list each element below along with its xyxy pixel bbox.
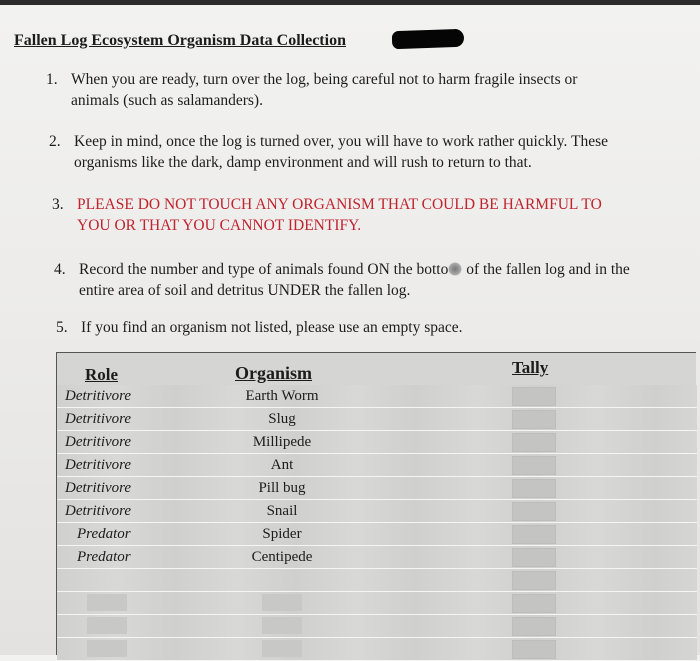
- page-title: Fallen Log Ecosystem Organism Data Collection: [14, 32, 346, 49]
- organism-cell: Slug: [268, 411, 296, 427]
- table-row: [57, 408, 697, 431]
- organism-cell: Earth Worm: [245, 388, 319, 404]
- blank-cell[interactable]: [262, 640, 302, 657]
- blank-cell[interactable]: [87, 640, 127, 657]
- instruction-number: 3.: [52, 196, 64, 213]
- role-cell: Detritivore: [65, 411, 132, 427]
- empty-row: [57, 638, 697, 661]
- tally-cell[interactable]: [512, 617, 556, 636]
- role-header: Role: [85, 365, 119, 384]
- blank-cell[interactable]: [262, 617, 302, 634]
- table-row: [57, 431, 697, 454]
- role-cell: Predator: [77, 526, 131, 542]
- table-row: [57, 546, 697, 569]
- tally-cell[interactable]: [512, 479, 556, 498]
- empty-row: [57, 615, 697, 638]
- table-row: [57, 385, 697, 408]
- instruction-line: animals (such as salamanders).: [71, 92, 263, 109]
- organism-cell: Snail: [266, 503, 298, 519]
- blank-cell[interactable]: [87, 594, 127, 611]
- instruction-number: 5.: [56, 319, 68, 336]
- table-row: [57, 500, 697, 523]
- role-cell: Detritivore: [65, 457, 132, 473]
- tally-cell[interactable]: [512, 594, 556, 613]
- instruction-line: PLEASE DO NOT TOUCH ANY ORGANISM THAT COULD BE HARMFUL TO: [77, 196, 602, 213]
- top-border: [0, 0, 700, 5]
- instruction-line: YOU OR THAT YOU CANNOT IDENTIFY.: [77, 217, 362, 234]
- organism-cell: Pill bug: [258, 480, 306, 496]
- instruction-line: entire area of soil and detritus UNDER the fallen log.: [79, 282, 411, 299]
- table-row: [57, 477, 697, 500]
- smudge-mark: [448, 262, 462, 276]
- instruction-line: When you are ready, turn over the log, being careful not to harm fragile insects or: [71, 71, 578, 88]
- role-cell: Detritivore: [65, 434, 132, 450]
- organism-cell: Centipede: [251, 549, 313, 565]
- redaction-mark: [392, 29, 465, 50]
- tally-header: Tally: [512, 358, 549, 377]
- role-cell: Detritivore: [65, 388, 132, 404]
- table-row: [57, 454, 697, 477]
- organism-cell: Ant: [270, 457, 294, 473]
- tally-cell[interactable]: [512, 548, 556, 567]
- tally-cell[interactable]: [512, 456, 556, 475]
- role-cell: Predator: [77, 549, 131, 565]
- blank-cell[interactable]: [87, 617, 127, 634]
- tally-cell[interactable]: [512, 502, 556, 521]
- instruction-number: 4.: [54, 261, 66, 278]
- tally-cell[interactable]: [512, 640, 556, 659]
- tally-cell[interactable]: [512, 433, 556, 452]
- role-cell: Detritivore: [65, 503, 132, 519]
- empty-row: [57, 569, 697, 592]
- instruction-line: If you find an organism not listed, please use an empty space.: [81, 319, 463, 336]
- instruction-number: 2.: [49, 133, 61, 150]
- tally-cell[interactable]: [512, 387, 556, 406]
- instruction-line: Record the number and type of animals found ON the botto of the fallen log and in the: [79, 261, 630, 278]
- tally-cell[interactable]: [512, 410, 556, 429]
- instruction-line: Keep in mind, once the log is turned over, you will have to work rather quickly. These: [74, 133, 608, 150]
- instruction-line: organisms like the dark, damp environment and will rush to return to that.: [74, 154, 532, 171]
- instruction-number: 1.: [46, 71, 58, 88]
- empty-row: [57, 592, 697, 615]
- organism-table: [56, 352, 696, 655]
- organism-cell: Spider: [262, 526, 302, 542]
- tally-cell[interactable]: [512, 571, 556, 590]
- role-cell: Detritivore: [65, 480, 132, 496]
- blank-cell[interactable]: [262, 594, 302, 611]
- organism-header: Organism: [235, 363, 313, 383]
- table-row: [57, 523, 697, 546]
- organism-cell: Millipede: [252, 434, 312, 450]
- tally-cell[interactable]: [512, 525, 556, 544]
